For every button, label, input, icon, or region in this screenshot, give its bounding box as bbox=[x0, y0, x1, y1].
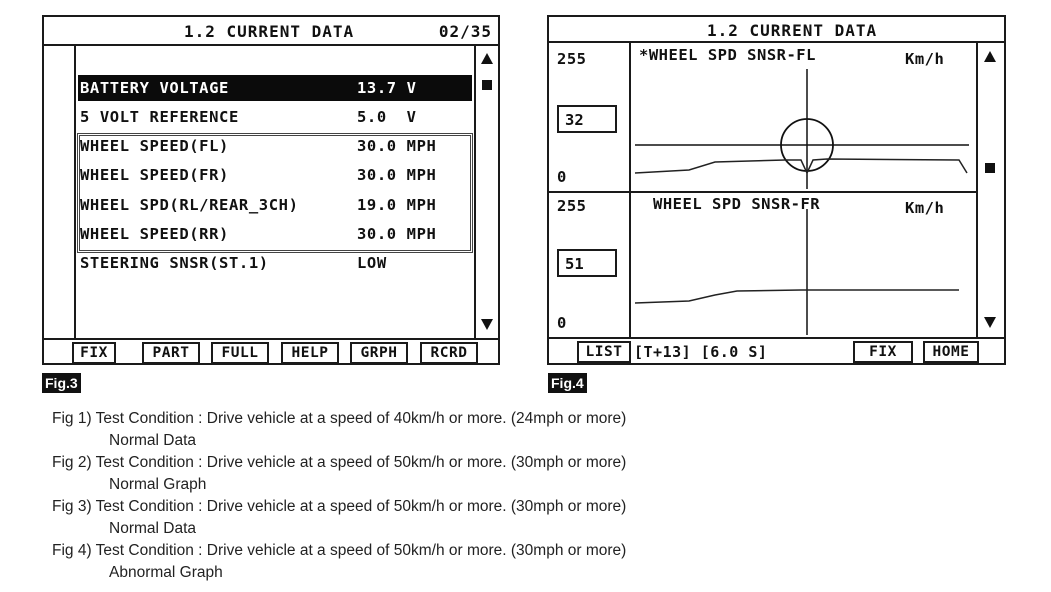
top-graph-current-value: 32 bbox=[557, 105, 617, 133]
bottom-graph-max-label: 255 bbox=[557, 197, 587, 215]
fig3-page-counter: 02/35 bbox=[438, 22, 492, 41]
bottom-graph-unit: Km/h bbox=[905, 199, 945, 217]
record-button[interactable]: RCRD bbox=[420, 342, 478, 364]
bottom-graph-current-value: 51 bbox=[557, 249, 617, 277]
test-condition-captions bbox=[52, 408, 626, 584]
caption-fig3: Fig 3) Test Condition : Drive vehicle at a speed of 50km/h or more. (30mph or more) bbox=[52, 498, 627, 515]
fig3-label: Fig.3 bbox=[42, 373, 81, 393]
scroll-thumb[interactable] bbox=[985, 163, 995, 173]
data-row-value: 19.0 MPH bbox=[357, 196, 437, 214]
data-row-value: 5.0 V bbox=[357, 108, 417, 126]
part-button[interactable]: PART bbox=[142, 342, 200, 364]
home-button[interactable]: HOME bbox=[923, 341, 979, 363]
list-button[interactable]: LIST bbox=[577, 341, 631, 363]
data-row-value: 30.0 MPH bbox=[357, 166, 437, 184]
data-row-value: 13.7 V bbox=[357, 79, 417, 97]
data-row-name: 5 VOLT REFERENCE bbox=[80, 108, 239, 126]
bottom-graph-name: WHEEL SPD SNSR-FR bbox=[653, 195, 821, 213]
top-graph-min-label: 0 bbox=[557, 168, 567, 186]
fix-button[interactable]: FIX bbox=[72, 342, 116, 364]
fig4-scan-tool-screen bbox=[547, 15, 1006, 365]
data-row-5v-reference[interactable] bbox=[78, 104, 472, 130]
bottom-graph-min-label: 0 bbox=[557, 314, 567, 332]
fig4-graph-canvas bbox=[549, 17, 1004, 337]
top-graph-max-label: 255 bbox=[557, 50, 587, 68]
scroll-down-arrow-icon[interactable] bbox=[984, 317, 996, 328]
full-button[interactable]: FULL bbox=[211, 342, 269, 364]
scroll-up-arrow-icon[interactable] bbox=[984, 51, 996, 62]
caption-fig1: Fig 1) Test Condition : Drive vehicle at a speed of 40km/h or more. (24mph or more) bbox=[52, 410, 627, 427]
caption-fig2-result: Normal Graph bbox=[109, 476, 207, 493]
scroll-up-arrow-icon[interactable] bbox=[481, 53, 493, 64]
top-graph-name: *WHEEL SPD SNSR-FL bbox=[639, 46, 816, 64]
fig3-left-divider bbox=[74, 46, 76, 338]
data-row-name: BATTERY VOLTAGE bbox=[80, 79, 229, 97]
fig3-right-divider bbox=[474, 46, 476, 338]
scroll-down-arrow-icon[interactable] bbox=[481, 319, 493, 330]
data-row-name: STEERING SNSR(ST.1) bbox=[80, 254, 269, 272]
data-row-name: WHEEL SPD(RL/REAR_3CH) bbox=[80, 196, 299, 214]
data-row-steering-snsr[interactable] bbox=[78, 250, 472, 276]
graph-button[interactable]: GRPH bbox=[350, 342, 408, 364]
help-button[interactable]: HELP bbox=[281, 342, 339, 364]
fig4-button-bar-divider bbox=[549, 337, 1004, 339]
caption-fig2: Fig 2) Test Condition : Drive vehicle at a speed of 50km/h or more. (30mph or more) bbox=[52, 454, 627, 471]
fig3-scan-tool-screen bbox=[42, 15, 500, 365]
caption-fig4-result: Abnormal Graph bbox=[109, 564, 223, 581]
caption-fig1-result: Normal Data bbox=[109, 432, 196, 449]
data-row-name: WHEEL SPEED(FR) bbox=[80, 166, 229, 184]
fig3-title-bar bbox=[44, 17, 498, 46]
bottom-graph-trace bbox=[635, 290, 959, 303]
data-row-name: WHEEL SPEED(FL) bbox=[80, 137, 229, 155]
fig4-title: 1.2 CURRENT DATA bbox=[707, 21, 878, 40]
wheel-speed-highlight-box bbox=[77, 133, 473, 253]
caption-fig4: Fig 4) Test Condition : Drive vehicle at a speed of 50km/h or more. (30mph or more) bbox=[52, 542, 627, 559]
top-graph-unit: Km/h bbox=[905, 50, 945, 68]
data-row-value: 30.0 MPH bbox=[357, 137, 437, 155]
fig3-button-bar-divider bbox=[44, 338, 498, 340]
data-row-name: WHEEL SPEED(RR) bbox=[80, 225, 229, 243]
caption-fig3-result: Normal Data bbox=[109, 520, 196, 537]
data-row-battery-voltage[interactable] bbox=[78, 75, 472, 101]
scroll-thumb[interactable] bbox=[482, 80, 492, 90]
data-row-value: LOW bbox=[357, 254, 387, 272]
fig3-title: 1.2 CURRENT DATA bbox=[184, 22, 355, 41]
time-info-readout: [T+13] [6.0 S] bbox=[634, 343, 768, 361]
data-row-value: 30.0 MPH bbox=[357, 225, 437, 243]
fix-button[interactable]: FIX bbox=[853, 341, 913, 363]
fig4-label: Fig.4 bbox=[548, 373, 587, 393]
